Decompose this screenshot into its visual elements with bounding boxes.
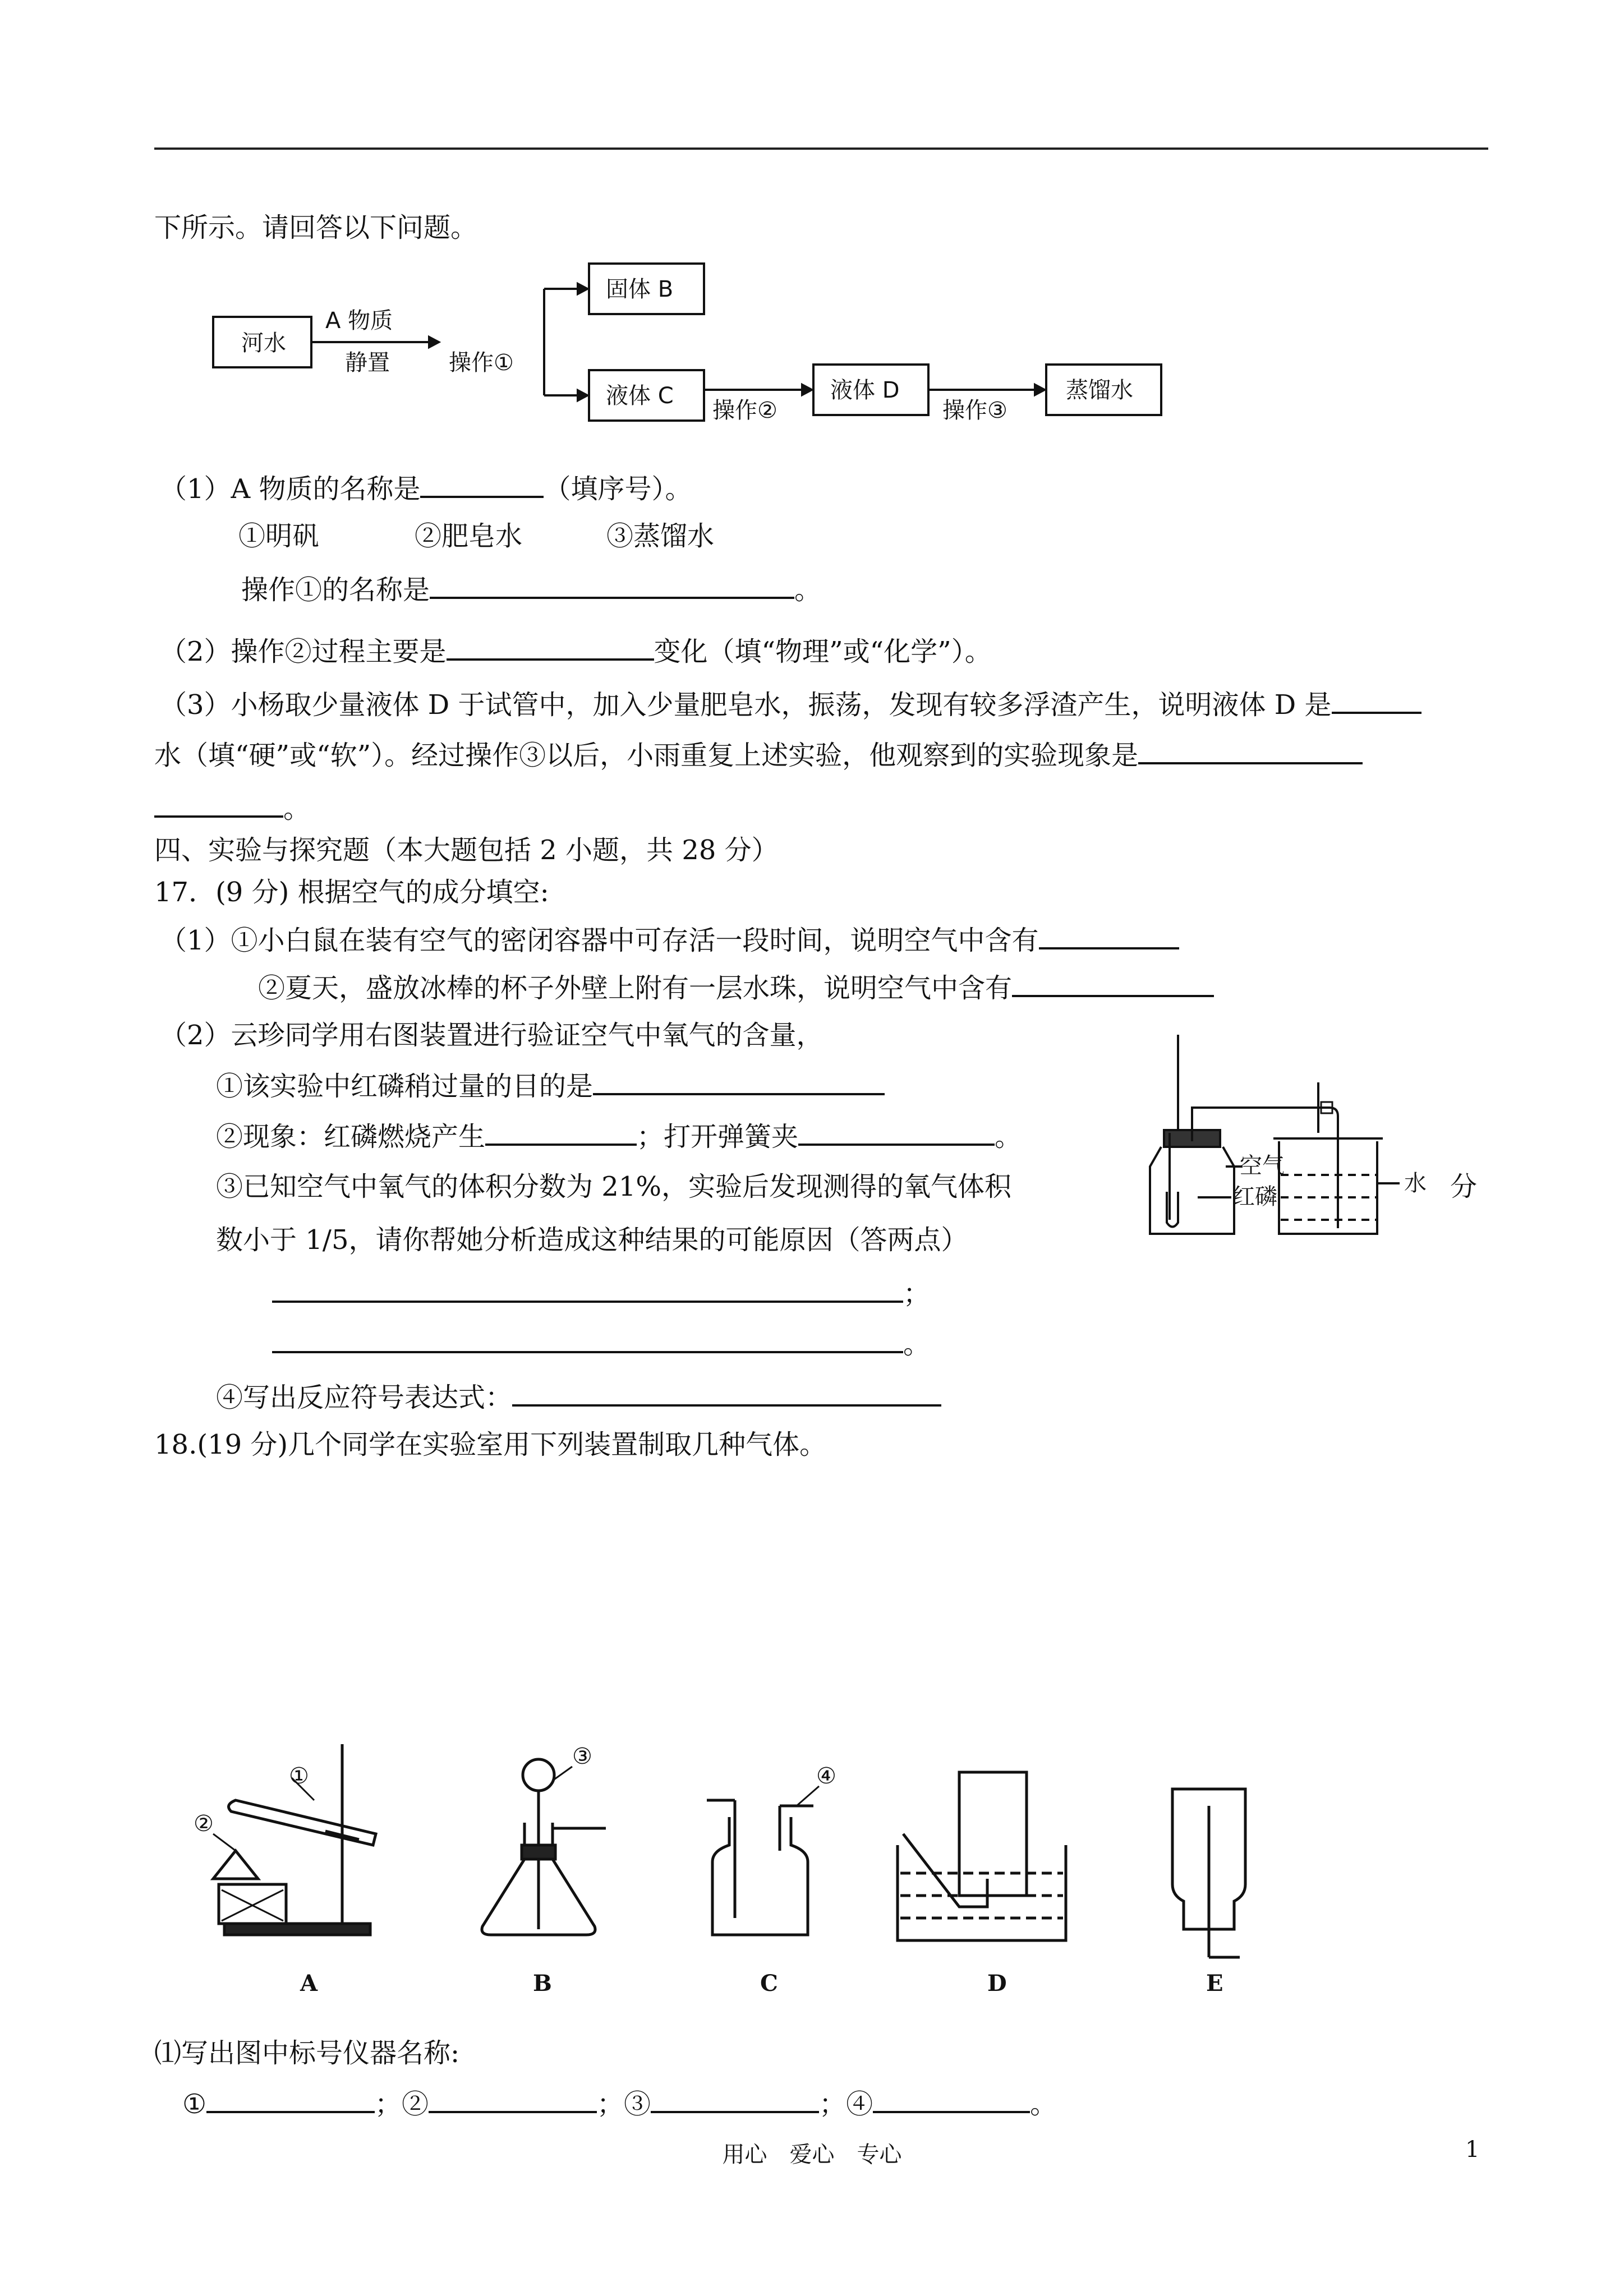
label-c: C	[760, 1970, 778, 1997]
fig17-phosphorus: 红磷	[1232, 1184, 1277, 1210]
q17-reason-1: ；	[272, 1276, 930, 1311]
mark-3: ③	[572, 1744, 592, 1769]
section-4-heading: 四、实验与探究题（本大题包括 2 小题，共 28 分）	[154, 835, 779, 866]
page-number: 1	[1465, 2137, 1480, 2163]
q17-part1-a: （1）①小白鼠在装有空气的密闭容器中可存活一段时间，说明空气中含有	[160, 923, 1179, 958]
answer-blank[interactable]	[1138, 737, 1363, 764]
intro-line: 下所示。请回答以下问题。	[154, 212, 478, 243]
q18-part1: ⑴写出图中标号仪器名称:	[154, 2037, 460, 2069]
answer-blank[interactable]	[512, 1380, 941, 1407]
answer-blank[interactable]	[272, 1276, 903, 1303]
q16-part3-line3: 。	[154, 791, 310, 826]
flow-solid-b: 固体 B	[606, 276, 674, 302]
q16-part3-line2: 水（填“硬”或“软”）。经过操作③以后，小雨重复上述实验，他观察到的实验现象是	[154, 737, 1363, 773]
flow-distilled: 蒸馏水	[1066, 377, 1133, 403]
q17-s3-fen: 分	[1450, 1171, 1478, 1202]
flow-a-label: A 物质	[325, 308, 393, 334]
header-rule	[154, 147, 1488, 150]
answer-blank[interactable]	[1039, 923, 1179, 949]
q16-options: ①明矾 ②肥皂水 ③蒸馏水	[238, 520, 715, 552]
answer-blank[interactable]	[1012, 970, 1214, 997]
flow-liquid-c: 液体 C	[606, 383, 674, 409]
water-purification-flowchart	[208, 261, 1172, 429]
answer-blank[interactable]	[447, 634, 654, 661]
answer-blank[interactable]	[206, 2086, 375, 2113]
q17-s3-b: 数小于 1/5，请你帮她分析造成这种结果的可能原因（答两点）	[216, 1224, 968, 1256]
label-e: E	[1206, 1970, 1223, 1997]
flow-op2: 操作②	[712, 398, 778, 423]
q17-s3-a: ③已知空气中氧气的体积分数为 21%，实验后发现测得的氧气体积	[216, 1171, 1011, 1202]
q17-s1: ①该实验中红磷稍过量的目的是	[216, 1068, 885, 1104]
page-footer: 用心 爱心 专心	[722, 2142, 902, 2168]
mark-4: ④	[816, 1763, 836, 1789]
q16-part1: （1）A 物质的名称是 （填序号）。	[160, 471, 692, 506]
flow-a-label-2: 静置	[345, 350, 390, 376]
fig17-water: 水	[1404, 1170, 1427, 1196]
flow-op1: 操作①	[449, 350, 514, 376]
answer-blank[interactable]	[873, 2086, 1030, 2113]
q18-title: 18.(19 分)几个同学在实验室用下列装置制取几种气体。	[154, 1429, 827, 1460]
answer-blank[interactable]	[651, 2086, 819, 2113]
label-b: B	[533, 1970, 552, 1997]
gas-preparation-apparatus	[180, 1739, 1301, 2008]
q16-op1-name: 操作①的名称是 。	[241, 572, 821, 607]
answer-blank[interactable]	[798, 1119, 995, 1146]
answer-blank[interactable]	[420, 471, 544, 498]
fig17-air: 空气	[1240, 1153, 1285, 1179]
q17-s2: ②现象：红磷燃烧产生 ；打开弹簧夹 。	[216, 1119, 1022, 1154]
answer-blank[interactable]	[1332, 687, 1421, 714]
q17-part1-b: ②夏天，盛放冰棒的杯子外壁上附有一层水珠，说明空气中含有	[258, 970, 1214, 1006]
answer-blank[interactable]	[593, 1068, 885, 1095]
mark-1: ①	[289, 1763, 309, 1789]
answer-blank[interactable]	[272, 1326, 903, 1353]
q17-title: 17．(9 分) 根据空气的成分填空:	[154, 877, 549, 908]
label-d: D	[987, 1970, 1007, 1997]
flow-river: 河水	[241, 330, 286, 356]
mark-2: ②	[194, 1811, 214, 1837]
q16-part2: （2）操作②过程主要是 变化（填“物理”或“化学”）。	[160, 634, 992, 669]
answer-blank[interactable]	[430, 572, 794, 599]
flow-op3: 操作③	[942, 398, 1007, 423]
q16-part3-line1: （3）小杨取少量液体 D 于试管中，加入少量肥皂水，振荡，发现有较多浮渣产生，说明液体 D 是	[160, 687, 1421, 722]
answer-blank[interactable]	[429, 2086, 597, 2113]
answer-blank[interactable]	[154, 791, 283, 818]
q17-reason-2: 。	[272, 1326, 930, 1362]
q17-s4: ④写出反应符号表达式：	[216, 1380, 941, 1415]
answer-blank[interactable]	[485, 1119, 637, 1146]
q18-part1-blanks: ① ；② ；③ ；④ 。	[182, 2086, 1057, 2122]
q17-part2: （2）云珍同学用右图装置进行验证空气中氧气的含量，	[160, 1020, 823, 1051]
label-a: A	[300, 1970, 318, 1997]
oxygen-measurement-apparatus	[1136, 1035, 1450, 1242]
flow-liquid-d: 液体 D	[830, 377, 900, 403]
